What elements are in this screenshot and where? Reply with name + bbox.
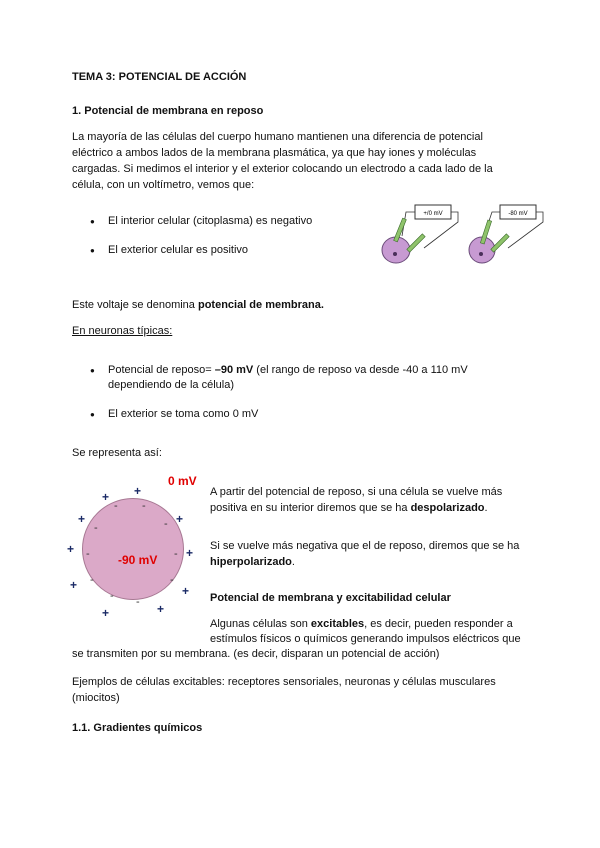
voltmeter-reading-1: +/0 mV	[423, 211, 443, 217]
positive-charge: +	[176, 512, 184, 526]
negative-charge: -	[142, 500, 146, 512]
intro-paragraph: La mayoría de las células del cuerpo humano mantienen una diferencia de potencial eléctrico a ambos lados de la membrana plasmática, ya que hay iones y moléculas cargadas. Si medimos el interior y el exterior colocando un electrodo a cada lado de la célula, con un voltímetro, vemos que:	[72, 131, 493, 191]
positive-charge: +	[186, 546, 194, 560]
negative-charge: -	[170, 574, 174, 586]
hyperpolarization-paragraph: Si se vuelve más negativa que el de reposo, diremos que se ha hiperpolarizado.	[210, 540, 520, 568]
positive-charge: +	[102, 606, 110, 620]
list-item: ● El interior celular (citoplasma) es negativo	[72, 214, 372, 229]
list-item: ● El exterior se toma como 0 mV	[72, 407, 512, 422]
positive-charge: +	[78, 512, 86, 526]
negative-charge: -	[90, 574, 94, 586]
positive-charge: +	[102, 490, 110, 504]
section-heading: 1. Potencial de membrana en reposo	[72, 105, 264, 117]
excitability-heading: Potencial de membrana y excitabilidad celular	[210, 592, 451, 604]
depolarization-paragraph: A partir del potencial de reposo, si una célula se vuelve más positiva en su interior diremos que se ha despolarizado.	[210, 486, 503, 514]
voltmeter-setup-1	[382, 205, 458, 263]
neuron-bullets	[72, 363, 512, 422]
subsection-heading: 1.1. Gradientes químicos	[72, 722, 203, 734]
cell-body	[82, 498, 184, 600]
membrane-diagram	[62, 470, 202, 620]
excitability-line-3: se transmiten por su membrana. (es decir, disparan un potencial de acción)	[72, 648, 440, 660]
negative-charge: -	[114, 500, 118, 512]
positive-charge: +	[182, 584, 190, 598]
positive-charge: +	[67, 542, 75, 556]
outside-voltage-label: 0 mV	[168, 474, 197, 488]
negative-charge: -	[94, 522, 98, 534]
membrane-potential-term: potencial de membrana.	[197, 299, 324, 311]
examples-paragraph: Ejemplos de células excitables: receptores sensoriales, neuronas y células musculares (miocitos)	[72, 676, 496, 704]
list-item: ● El exterior celular es positivo	[72, 243, 372, 258]
negative-charge: -	[136, 596, 140, 608]
negative-charge: -	[164, 518, 168, 530]
excitability-line-1: Algunas células son excitables, es decir, pueden responder a	[210, 618, 513, 630]
list-item: ● Potencial de reposo= –90 mV (el rango de reposo va desde -40 a 110 mV dependiendo de la célula)	[72, 363, 512, 393]
voltmeter-setup-2	[469, 205, 543, 263]
inside-voltage-label: -90 mV	[118, 553, 158, 567]
negative-charge: -	[86, 548, 90, 560]
negative-charge: -	[110, 590, 114, 602]
represent-label: Se representa así:	[72, 447, 162, 459]
negative-charge: -	[174, 548, 178, 560]
page-title: TEMA 3: POTENCIAL DE ACCIÓN	[72, 71, 247, 83]
membrane-bullets	[72, 214, 372, 258]
positive-charge: +	[134, 484, 142, 498]
membrane-potential-sentence: Este voltaje se denomina potencial de membrana.	[72, 299, 324, 311]
typical-neurons-label: En neuronas típicas:	[72, 325, 173, 337]
voltmeter-reading-2: -80 mV	[508, 211, 528, 217]
excitability-line-2: estímulos físicos o químicos generando impulsos eléctricos que	[210, 633, 521, 645]
positive-charge: +	[157, 602, 165, 616]
voltmeter-illustration	[380, 196, 560, 268]
positive-charge: +	[70, 578, 78, 592]
